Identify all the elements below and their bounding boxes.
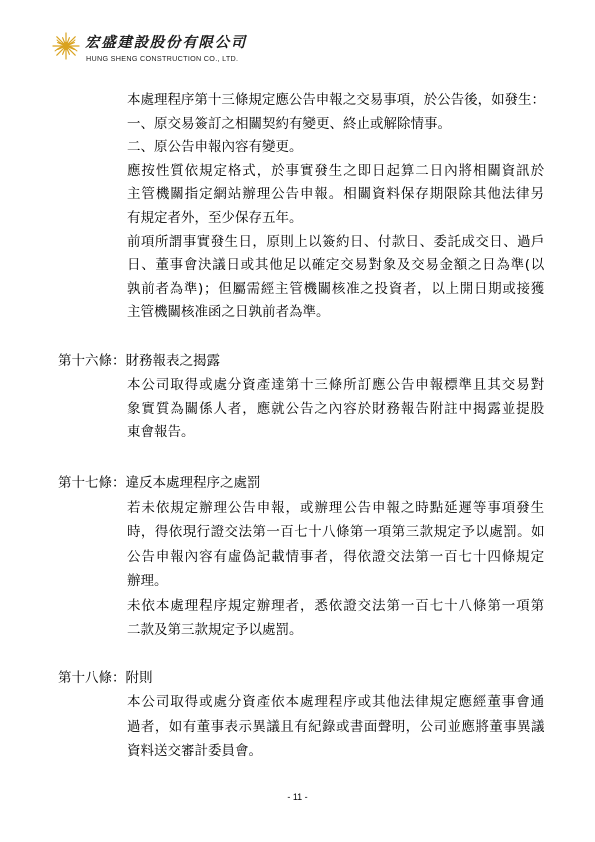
paragraph-line: 若未依規定辦理公告申報，或辦理公告申報之時點延遲等事項發生 bbox=[127, 499, 546, 516]
paragraph-line: 孰前者為準)；但屬需經主管機關核准之投資者，以上開日期或接獲 bbox=[127, 280, 545, 297]
paragraph-line: 主管機關指定網站辦理公告申報。相關資料保存期限除其他法律另 bbox=[127, 186, 546, 203]
article-body bbox=[127, 496, 545, 643]
company-name-english: HUNG SHENG CONSTRUCTION CO., LTD. bbox=[86, 54, 239, 63]
article-18 bbox=[58, 666, 545, 763]
paragraph-line: 未依本處理程序規定辦理者，悉依證交法第一百七十八條第一項第 bbox=[127, 597, 546, 614]
page-number: - 11 - bbox=[287, 792, 308, 802]
list-item: 一、原交易簽訂之相關契約有變更、終止或解除情事。 bbox=[127, 115, 451, 132]
article-heading: 第十八條：附則 bbox=[58, 670, 153, 686]
article-body bbox=[127, 374, 545, 445]
paragraph-line: 東會報告。 bbox=[127, 424, 195, 441]
article-17 bbox=[58, 471, 545, 643]
article-16 bbox=[58, 350, 545, 445]
paragraph-line: 象實質為關係人者，應就公告之內容於財務報告附註中揭露並提股 bbox=[127, 400, 546, 417]
paragraph-line: 主管機關核准函之日孰前者為準。 bbox=[127, 304, 330, 321]
continued-article-text bbox=[127, 89, 545, 325]
paragraph-line: 前項所謂事實發生日，原則上以簽約日、付款日、委託成交日、過戶 bbox=[127, 233, 545, 250]
paragraph-line: 二款及第三款規定予以處罰。 bbox=[127, 622, 303, 638]
article-heading: 第十六條：財務報表之揭露 bbox=[58, 353, 220, 369]
company-name-chinese: 宏盛建設股份有限公司 bbox=[85, 34, 247, 51]
paragraph-line: 有規定者外，至少保存五年。 bbox=[127, 209, 303, 226]
paragraph-line: 辦理。 bbox=[127, 573, 168, 589]
paragraph-line: 時，得依現行證交法第一百七十八條第一項第三款規定予以處罰。如 bbox=[127, 524, 545, 540]
paragraph-line: 過者，如有董事表示異議且有紀錄或書面聲明，公司並應將董事異議 bbox=[127, 718, 545, 735]
paragraph-line: 資料送交審計委員會。 bbox=[127, 742, 262, 759]
paragraph-line: 本公司取得或處分資產依本處理程序或其他法律規定應經董事會通 bbox=[127, 694, 546, 711]
paragraph-line: 本處理程序第十三條規定應公告申報之交易事項，於公告後，如發生： bbox=[127, 92, 546, 108]
paragraph-line: 公告申報內容有虛偽記載情事者，得依證交法第一百七十四條規定 bbox=[127, 548, 546, 565]
company-logo-icon bbox=[51, 29, 81, 63]
paragraph-line: 應按性質依規定格式，於事實發生之即日起算二日內將相關資訊於 bbox=[127, 162, 546, 179]
article-heading: 第十七條：違反本處理程序之處罰 bbox=[58, 475, 261, 491]
list-item: 二、原公告申報內容有變更。 bbox=[127, 139, 303, 156]
article-body bbox=[127, 690, 545, 763]
paragraph-line: 本公司取得或處分資產達第十三條所訂應公告申報標準且其交易對 bbox=[127, 376, 546, 393]
paragraph-line: 日、董事會決議日或其他足以確定交易對象及交易金額之日為準(以 bbox=[127, 257, 545, 274]
